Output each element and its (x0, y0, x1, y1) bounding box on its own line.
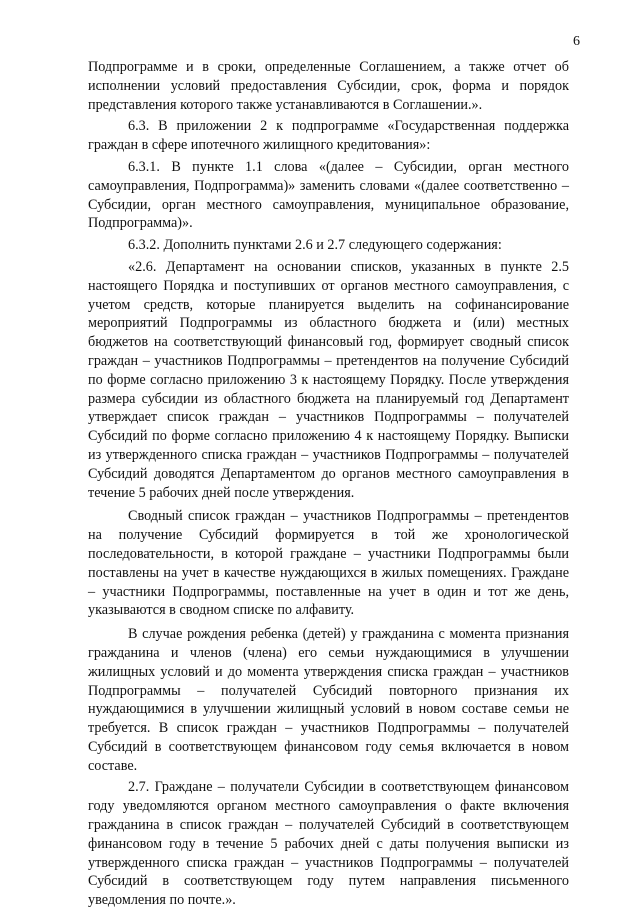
page-number: 6 (573, 34, 580, 49)
paragraph-child-birth: В случае рождения ребенка (детей) у гражданина с момента признания гражданина и членов (члена) его семьи нуждающимися в улучшении жилищных условий и до момента утверждения списка граждан – участников Подпрограммы – получателей Субсидий повторного признания их нуждающимися в улучшении жилищный условий в новом составе семьи не требуется. В список граждан – участников Подпрограммы – получателей Субсидий в соответствующем финансовом году семья включается в новом составе. (88, 626, 569, 774)
document-body (88, 58, 569, 910)
paragraph-summary-list: Сводный список граждан – участников Подпрограммы – претендентов на получение Субсидий формируется в той же хронологической последовательности, в которой граждане – участники Подпрограммы были поставлены на учет в качестве нуждающихся в жилых помещениях. Граждане – участники Подпрограммы, поставленные на учет в один и тот же день, указываются в сводном списке по алфавиту. (88, 508, 569, 619)
paragraph-2-6: «2.6. Департамент на основании списков, указанных в пункте 2.5 настоящего Порядка и поступивших от органов местного самоуправления, с учетом средств, которые планируется выделить на софинансирование мероприятий Подпрограммы из областного бюджета и (или) местных бюджетов на соответствующий финансовый год, формирует сводный список граждан – участников Подпрограммы – претендентов на получение Субсидий по форме согласно приложению 3 к настоящему Порядку. После утверждения размера субсидии из областного бюджета на планируемый год Департамент утверждает список граждан – участников Подпрограммы – получателей Субсидий по форме согласно приложению 4 к настоящему Порядку. Выписки из утвержденного списка граждан – участников Подпрограммы – получателей Субсидий доводятся Департаментом до органов местного самоуправления в течение 5 рабочих дней после утверждения. (88, 258, 569, 501)
paragraph-continuation: Подпрограмме и в сроки, определенные Соглашением, а также отчет об исполнении условий предоставления Субсидии, срок, форма и порядок представления которого также устанавливаются в Соглашении.». (88, 59, 569, 113)
paragraph-6-3-1: 6.3.1. В пункте 1.1 слова «(далее – Субсидии, орган местного самоуправления, Подпрограмма)» заменить словами «(далее соответственно – Субсидии, орган местного самоуправления, муниципальное образование, Подпрограмма)». (88, 158, 569, 232)
paragraph-2-7: 2.7. Граждане – получатели Субсидии в соответствующем финансовом году уведомляются органом местного самоуправления о факте включения гражданина в список граждан – получателей Субсидий в соответствующем финансовом году в течение 5 рабочих дней с даты получения выписки из утвержденного списка граждан – участников Подпрограммы – получателей Субсидий в соответствующем году путем направления письменного уведомления по почте.». (88, 779, 569, 909)
paragraph-6-3-2: 6.3.2. Дополнить пунктами 2.6 и 2.7 следующего содержания: (128, 237, 502, 254)
paragraph-6-3: 6.3. В приложении 2 к подпрограмме «Государственная поддержка граждан в сфере ипотечного жилищного кредитования»: (88, 118, 569, 154)
